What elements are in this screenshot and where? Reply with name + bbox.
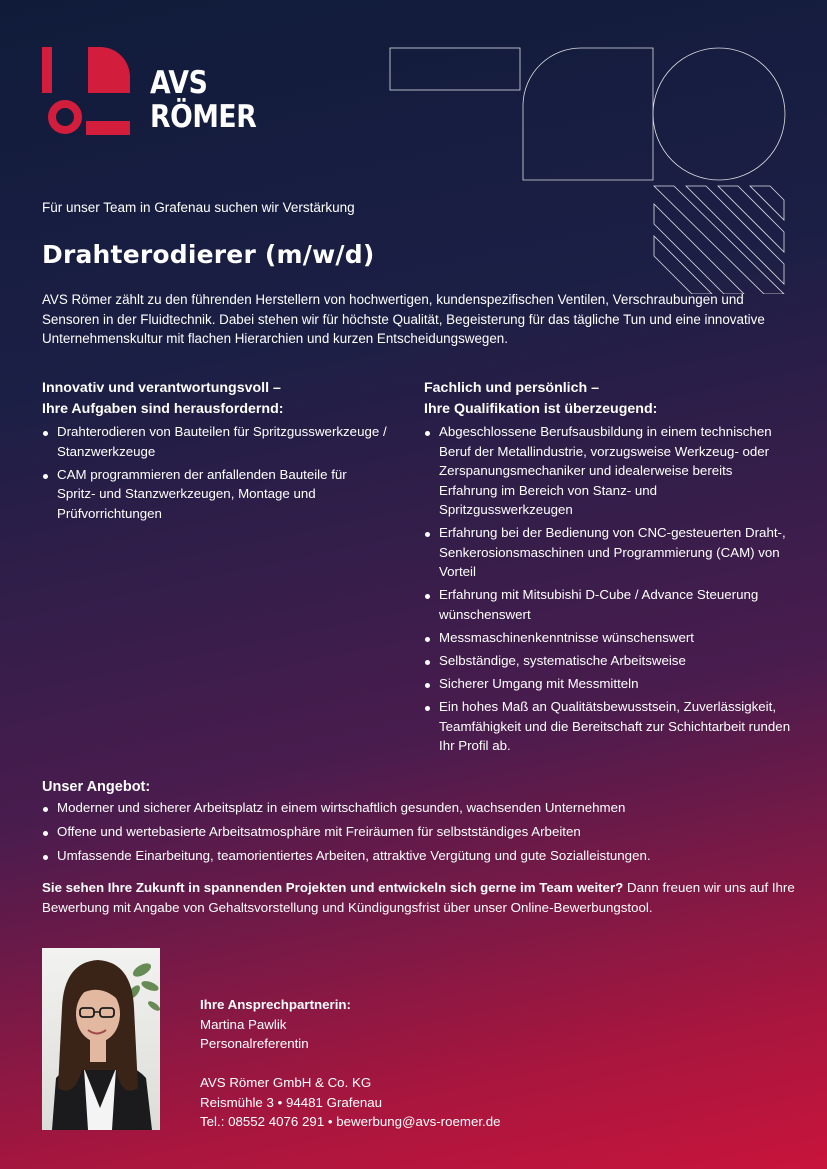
intro-text: Für unser Team in Grafenau suchen wir Verstärkung — [42, 200, 355, 215]
contact-phone-email: Tel.: 08552 4076 291 • bewerbung@avs-roemer.de — [200, 1114, 501, 1129]
job-title: Drahterodierer (m/w/d) — [42, 240, 375, 269]
closing-text: Dann freuen wir uns auf Ihre Bewerbung mit Angabe von Gehaltsvorstellung und Kündigungsfrist über unser Online-Bewerbungstool. — [42, 880, 795, 915]
qualifications-heading: Fachlich und persönlich – Ihre Qualifikation ist überzeugend: — [424, 380, 658, 417]
offer-section — [42, 777, 802, 869]
qualifications-section — [424, 378, 794, 759]
qualifications-list — [424, 422, 794, 756]
list-item: Messmaschinenkenntnisse wünschenswert — [424, 628, 794, 648]
contact-address: Reismühle 3 • 94481 Grafenau — [200, 1094, 383, 1110]
list-item: Offene und wertebasierte Arbeitsatmosphäre mit Freiräumen für selbstständiges Arbeiten — [42, 822, 802, 842]
list-item: Sicherer Umgang mit Messmitteln — [424, 674, 794, 694]
contact-block — [200, 995, 501, 1132]
list-item: Erfahrung mit Mitsubishi D-Cube / Advance Steuerung wünschenswert — [424, 585, 794, 624]
list-item: Erfahrung bei der Bedienung von CNC-gesteuerten Draht-, Senkerosionsmaschinen und Programmierung (CAM) von Vorteil — [424, 523, 794, 582]
list-item: Abgeschlossene Berufsausbildung in einem technischen Beruf der Metallindustrie, vorzugsweise Werkzeug- oder Zerspanungsmechaniker und idealerweise bereits Erfahrung im Bereich von Stanz- und Spritzgusswerkzeugen — [424, 422, 794, 520]
tasks-heading: Innovativ und verantwortungsvoll – Ihre Aufgaben sind herausfordernd: — [42, 380, 284, 417]
contact-photo — [42, 948, 160, 1130]
company-description: AVS Römer zählt zu den führenden Herstellern von hochwertigen, kundenspezifischen Ventilen, Verschraubungen und Sensoren in der Fluidtechnik. Dabei stehen wir für höchste Qualität, Begeisterung für das tägliche Tun und eine innovative Unternehmenskultur mit flachen Hierarchien und kurzen Entscheidungswegen. — [42, 292, 765, 346]
tasks-list — [42, 422, 387, 523]
list-item: Drahterodieren von Bauteilen für Spritzgusswerkzeuge / Stanzwerkzeuge — [42, 422, 387, 461]
decorative-outline-graphic — [388, 44, 788, 294]
closing-paragraph — [42, 878, 802, 918]
offer-list — [42, 798, 802, 865]
list-item: Moderner und sicherer Arbeitsplatz in einem wirtschaftlich gesunden, wachsenden Unternehmen — [42, 798, 802, 818]
contact-heading: Ihre Ansprechpartnerin: — [200, 997, 351, 1012]
tasks-section — [42, 378, 387, 527]
logo-icon — [42, 47, 130, 135]
closing-bold-text: Sie sehen Ihre Zukunft in spannenden Projekten und entwickeln sich gerne im Team weiter? — [42, 880, 624, 895]
logo-wordmark: AVS RÖMER — [150, 65, 257, 135]
list-item: Selbständige, systematische Arbeitsweise — [424, 651, 794, 671]
list-item: Ein hohes Maß an Qualitätsbewusstsein, Zuverlässigkeit, Teamfähigkeit und die Bereitschaft zur Schichtarbeit runden Ihr Profil ab. — [424, 697, 794, 756]
contact-company: AVS Römer GmbH & Co. KG — [200, 1075, 372, 1090]
list-item: Umfassende Einarbeitung, teamorientiertes Arbeiten, attraktive Vergütung und gute Sozialleistungen. — [42, 846, 802, 866]
list-item: CAM programmieren der anfallenden Bauteile für Spritz- und Stanzwerkzeugen, Montage und Prüfvorrichtungen — [42, 465, 387, 524]
contact-name: Martina Pawlik — [200, 1016, 287, 1032]
offer-heading: Unser Angebot: — [42, 779, 151, 795]
contact-role: Personalreferentin — [200, 1036, 309, 1051]
